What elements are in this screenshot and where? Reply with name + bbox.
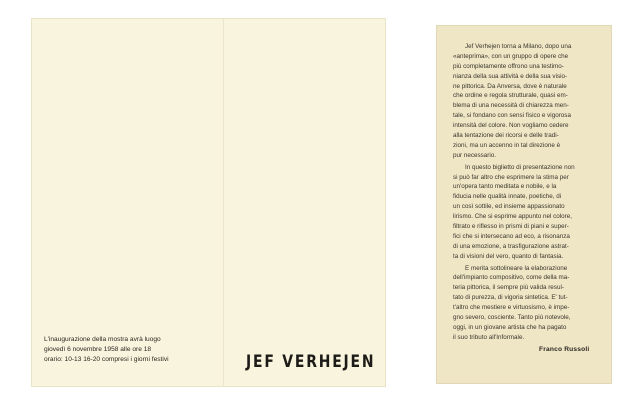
essay-line: t'altro che mestiere e virtuosismo, è impe- (453, 304, 570, 312)
essay-line: oggi, in un giovane artista che ha pagato (453, 323, 567, 331)
essay-line: In questo biglietto di presentazione non (465, 163, 575, 171)
essay-line: pur necessario. (453, 151, 497, 159)
essay-line: si può far altro che esprimere la stima per (453, 173, 569, 181)
essay-line: nianza della sua attività e della sua visio- (453, 72, 568, 80)
essay-line: Jef Verhejen torna a Milano, dopo una (465, 43, 572, 50)
essay-line: tato di purezza, di vigoria sintetica. E' tut- (453, 294, 568, 302)
opening-info-line: giovedì 6 novembre 1958 alle ore 18 (44, 346, 152, 353)
author-signature: Franco Russoli (539, 346, 590, 353)
opening-info-line: L'inaugurazione della mostra avrà luogo (44, 336, 161, 343)
essay-line: «anteprima», con un gruppo di opere che (453, 52, 569, 60)
artist-name-title: JEF VERHEJEN (246, 352, 376, 372)
essay-line: intensità del colore. Non vogliamo cedere (453, 122, 569, 130)
essay-line: filtrato e riflesso in prismi di piani e super- (453, 223, 569, 231)
essay-line: blema di una necessità di chiarezza men- (453, 102, 569, 110)
essay-line: ne pittorica. Da Anversa, dove è naturale (453, 82, 567, 90)
essay-line: alla tentazione dei ricorsi e delle tradi- (453, 132, 559, 140)
essay-text (453, 42, 603, 343)
invitation-card (31, 18, 386, 387)
essay-line: lirismo. Che si esprime appunto nel colore, (453, 213, 572, 221)
essay-line: tale, si fondano con sensi fisico e vigorosa (453, 112, 571, 120)
essay-line: dell'impianto compositivo, come della ma- (453, 274, 570, 282)
essay-line: gno severo, cosciente. Tanto più notevole, (453, 314, 571, 322)
opening-info (44, 335, 224, 365)
essay-line: fici che si intersecano ad eco, a risonanza (453, 232, 570, 240)
fold-line (223, 18, 224, 387)
essay-line: che ordine e regola strutturale, quasi em- (453, 92, 568, 100)
essay-line: fiducia nelle qualità innate, poetiche, di (453, 193, 562, 201)
essay-line: più completamente offrono una testimo- (453, 62, 564, 70)
essay-line: un così sottile, ed insieme appassionato (453, 203, 565, 211)
essay-card (436, 25, 612, 384)
essay-line: il suo tributo all'Informale. (453, 333, 525, 341)
essay-line: di una emozione, a trasfigurazione astrat- (453, 242, 569, 250)
essay-line: teria pittorica, il sempre più valida resul- (453, 284, 564, 292)
essay-line: ta di visioni del vero, quanto di fantasia. (453, 252, 564, 260)
opening-info-line: orario: 10-13 16-20 compresi i giorni festivi (44, 356, 169, 363)
essay-line: E merita sottolineare la elaborazione (465, 264, 568, 272)
essay-line: zioni, ma un accenno in tal direzione è (453, 141, 561, 149)
essay-line: un'opera tanto meditata e nobile, e la (453, 183, 557, 191)
